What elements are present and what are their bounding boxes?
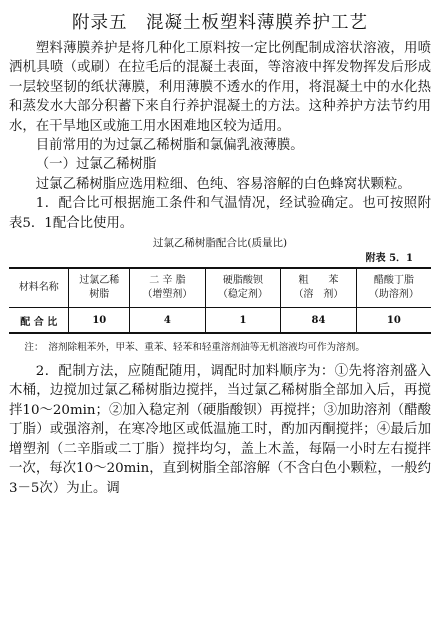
item-2-paragraph: 2．配制方法，应随配随用，调配时加料顺序为：①先将溶剂盛入木桶，边搅加过氯乙稀树脂边搅拌，当过氯乙稀树脂全部加入后，再搅拌10～20min；②加入稳定剂（硬脂酸钡）再搅拌；③加助溶剂（醋酸丁脂）或强溶剂，在寒冷地区或低温施工时，酌加丙酮搅拌；④最后加增塑剂（二辛脂或二丁脂）搅拌均匀，盖上木盖，每隔一小时左右搅拌一次，每次10～20min，直到树脂全部溶解（不含白色小颗粒，一般约3－5次）为止。调 — [9, 364, 431, 496]
header-cell: 过氯乙稀 树脂 — [69, 268, 130, 308]
table-header-row — [9, 268, 431, 308]
table-number: 附表 5．1 — [365, 253, 413, 265]
table-cell: 1 — [205, 308, 281, 334]
mix-ratio-table — [9, 267, 431, 334]
header-cell: 粗 苯 （溶 剂） — [281, 268, 357, 308]
header-cell: 醋酸丁脂 （助溶剂） — [356, 268, 431, 308]
table-cell: 配 合 比 — [20, 316, 58, 328]
table-cell: 4 — [130, 308, 206, 334]
header-cell: 材料名称 — [9, 268, 69, 308]
table-caption: 过氯乙稀树脂配合比(质量比) — [152, 237, 288, 250]
table-cell: 84 — [281, 308, 357, 334]
item-1-paragraph: 1．配合比可根据施工条件和气温情况，经试验确定。也可按照附表5．1配合比使用。 — [9, 196, 431, 231]
table-note: 注： 溶剂除粗苯外，甲苯、重苯、轻苯和轻重溶剂油等无机溶液均可作为溶剂。 — [24, 342, 365, 354]
common-materials-paragraph: 目前常用的为过氯乙稀树脂和氯偏乳液薄膜。 — [35, 138, 304, 154]
page-title: 附录五 混凝土板塑料薄膜养护工艺 — [72, 13, 368, 33]
section-heading-resin: （一）过氯乙稀树脂 — [35, 157, 157, 173]
table-row — [9, 308, 431, 334]
table-cell: 10 — [69, 308, 130, 334]
header-cell: 二 辛 脂 （增塑剂） — [130, 268, 206, 308]
table-cell: 10 — [356, 308, 431, 334]
resin-description-paragraph: 过氯乙稀树脂应选用粒细、色纯、容易溶解的白色蜂窝状颗粒。 — [35, 176, 411, 192]
header-cell: 硬脂酸钡 （稳定剂） — [205, 268, 281, 308]
intro-paragraph: 塑料薄膜养护是将几种化工原料按一定比例配制成溶状溶液，用喷洒机具喷（或刷）在拉毛后的混凝土表面，等溶液中挥发物挥发后形成一层较坚韧的纸状薄膜，利用薄膜不透水的作用，将混凝土中的水化热和蒸发水大部分积蓄下来自行养护混凝土的方法。这种养护方法节约用水，在干旱地区或施工用水困难地区较为适用。 — [9, 41, 431, 134]
